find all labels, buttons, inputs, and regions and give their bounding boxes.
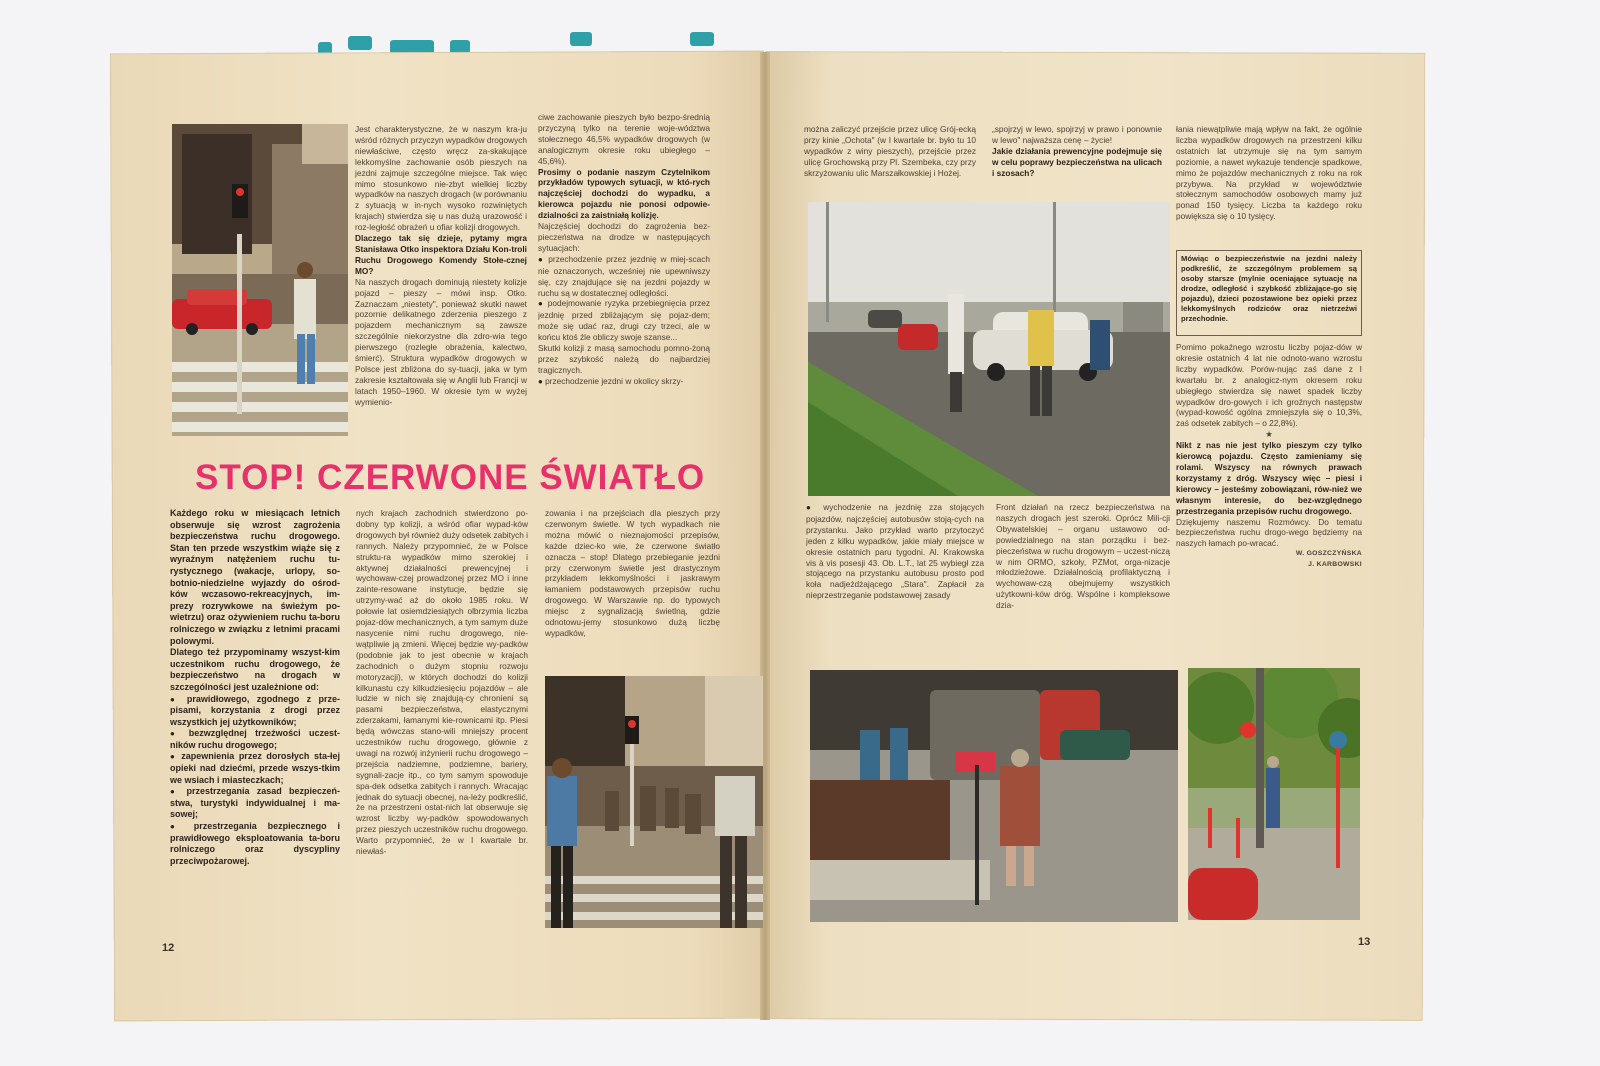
photo-street-bus-stop	[810, 670, 1178, 922]
interview-question: Prosimy o podanie naszym Czytelnikom przykładów typowych sytuacji, w któ-rych najczęściej dochodzi do wypadku, a kierowca pojazdu nie ponosi odpowie-dzialności za zaistniałą kolizję.	[538, 166, 710, 221]
intro-paragraph: Każdego roku w miesiącach letnich obserwuje się wzrost zagrożenia bezpieczeństwa ruchu drogowego. Stan ten przede wszystkim wiąże się z wyraźnym natężeniem ruchu tu-rystycznego (wakacje, urlopy, so-botnio-niedzielne wyjazdy do ośrod-ków wczasowo-rekreacyjnych, im-prezy rozrywkowe na świeżym po-wietrzu) oraz ożywieniem ruchu ta-boru rolniczego w związku z letnimi pracami polowymi.	[170, 508, 340, 646]
paragraph: Dziękujemy naszemu Rozmówcy. Do tematu bezpieczeństwa ruchu drogo-wego będziemy na naszych łamach po-wracać.	[1176, 516, 1362, 549]
author-signature: J. KARBOWSKI	[1308, 561, 1362, 569]
paragraph: Na naszych drogach dominują niestety kolizje pojazd – pieszy – mówi insp. Otko. Zaznaczam „niestety", ponieważ skutki nawet pozornie delikatnego zderzenia pieszego z pojazdem mechanicznym są zawsze szczególnie niekorzystne dla zdro-wia tego pierwszego (rozległe obrażenia, kalectwo, śmierć). Struktura wypadków drogowych w Polsce jest zbliżona do sy-tuacji, jaka w tym zakresie kształtowała się w Anglii lub Francji w latach 1950–1960. W okresie tym w wyżej wymienio-	[355, 276, 527, 407]
paragraph: zowania i na przejściach dla pieszych przy czerwonym świetle. W tych wypadkach nie można mówić o nieznajomości przepisów, każde dziec-ko wie, że czerwone światło oznacza – stop! Dlatego przebieganie jezdni przy czerwonym świetle jest drastycznym przykładem lekkomyślności i jaskrawym łamaniem podstawowych przepisów ruchu drogowego. W Warszawie np. do typowych miejsc z sygnalizacją świetlną, gdzie odnotowu-jemy stosunkowo dużą liczbę wypadków,	[545, 508, 720, 638]
author-signature: W. GOSZCZYŃSKA	[1295, 550, 1362, 558]
list-item: ● przestrzegania bezpiecznego i prawidłowego eksploatowania ta-boru rolniczego oraz dyscypliny przeciwpożarowej.	[170, 821, 340, 867]
highlight-box: Mówiąc o bezpieczeństwie na jezdni należy podkreślić, że szczególnym problemem są osoby starsze (mylnie oceniające sytuację na drodze, odległość i szybkość zbliżające-go się pojazdu), dzieci pozostawione bez opieki przez lekkomyślnych rodziców oraz nietrzeźwi przechodnie.	[1176, 250, 1362, 336]
list-item: ● przechodzenie przez jezdnię w miej-scach nie oznaczonych, wcześniej nie upewniwszy się, czy znajdujące się na jezdni pojazdy w ruchu są w dostatecznej odległości.	[538, 254, 710, 299]
paragraph: „spojrzyj w lewo, spojrzyj w prawo i ponownie w lewo" najważsza cenę – życie!	[992, 124, 1162, 145]
article-column-d	[545, 508, 720, 668]
tape-strip	[570, 32, 592, 46]
list-item: ● przestrzegania zasad bezpieczeń-stwa, turystyki indywidualnej i ma-sowej;	[170, 786, 340, 821]
paragraph: można zaliczyć przejście przez ulicę Grój-ecką przy kinie „Ochota" (w I kwartale br. było tu 10 wypadków z winy pieszych), przejście przez ulicę Grochowską przy Pl. Szembeka, czy przy skrzyżowaniu ulic Marszałkowskiej i Hożej.	[804, 124, 976, 178]
list-item: ● zapewnienia przez dorosłych sta-łej opieki nad dziećmi, przede wszys-tkim we wsiach i miasteczkach;	[170, 751, 340, 786]
interview-question: Dlaczego tak się dzieje, pytamy mgra Stanisława Otko inspektora Działu Kon-troli Ruchu Drogowego Komendy Stołe-cznej MO?	[355, 233, 527, 276]
photo-police-roadside-check	[808, 202, 1170, 496]
paragraph: Najczęściej dochodzi do zagrożenia bez-pieczeństwa na drodze w następujących sytuacjach:	[538, 221, 710, 253]
list-item: ● wychodzenie na jezdnię zza stojących pojazdów, najczęściej autobusów stoją-cych na przystanku. Jako przykład warto przytoczyć jeden z kilku wypadków, jakie miały miejsce w okresie ostatnich paru tygodni. Al. Krakowska vis à vis posesji 43. Ob. L.T., lat 25 wybiegł zza stojącego na przystanku autobusu prosto pod koła nadjeżdżającego „Stara". Zapłacił za nieprzestrzeganie podstawowej zasady	[806, 502, 984, 601]
paragraph: nych krajach zachodnich stwierdzono po-dobny typ kolizji, a wśród ofiar wypad-ków drogowych był również duży odsetek zabitych i rannych. Należy przypomnieć, że w Polsce struktu-ra wypadków mimo szerokiej i aktywnej działalności prewencyjnej i wychowaw-czej prowadzonej przez MO i inne zainte-resowane instytucje, będzie się utrzymy-wać aż do około 1985 roku. W połowie lat osiemdziesiątych olbrzymia liczba pojaz-dów mechanicznych, a tym samym duże nasycenie nimi ruchu drogowego, nie-wątpliwie ją zmieni. Więcej będzie wy-padków (podobnie jak to jest obecnie w krajach zachodnich o dużym stopniu rozwoju motoryzacji), w których dochodzi do kolizji kilkunastu czy kilkudziesięciu pojazdów – ale ludzie w nich się znajdują-cy chronieni są pasami bezpieczeństwa, elastycznymi zderzakami, łamanymi kie-rownicami itp. Piesi będą wówczas stano-wili mniejszy procent uczestników ruchu drogowego, głównie z uwagi na rozwój inżynierii ruchu drogowego – przejścia nadziemne, podziemne, bariery, sygnali-zacje itp., co tym samym spowoduje spa-dek odsetka zabitych i rannych. Wracając jednak do sytuacji obecnej, na-leży podkreślić, że na przestrzeni ostat-nich lat obserwuje się wzrost liczby wy-padków spowodowanych przez pieszych uczestników ruchu drogowego. Warto przypomnieć, że w I kwartale br. niewłaś-	[356, 508, 528, 857]
paragraph: Skutki kolizji z masą samochodu pomno-żoną przez szybkość należą do najbardziej tragicznych.	[538, 343, 710, 375]
article-column-g2	[1176, 342, 1362, 622]
paragraph: łania niewątpliwie mają wpływ na fakt, że ogólnie liczba wypadków drogowych na przestrzeni kilku ostatnich lat utrzymuje się na tym samym poziomie, a nawet wykazuje tendencje spadkowe, mimo że pojazdów mechanicznych z roku na rok przybywa. Na przykład w województwie stołecznym samochodów osobowych mamy już ponad 150 tysięcy. Liczba ta każdego roku powiększa się o 10 tysięcy.	[1176, 124, 1362, 222]
tape-strip	[690, 32, 714, 46]
page-number-right: 13	[1358, 936, 1371, 948]
paragraph: ciwe zachowanie pieszych było bezpo-średnią przyczyną tylko na terenie woje-wództwa stołecznego 46,5% wypadków drogowych (w analogicznym okresie roku ubiegłego – 45,6%).	[538, 112, 710, 166]
paragraph: Pomimo pokaźnego wzrostu liczby pojaz-dów w okresie ostatnich 4 lat nie odnoto-wano wzrostu liczby wypadków. Porów-nując zaś dane z I kwartału br. z analogicz-nym okresem roku ubiegłego stwierdza się nawet spadek liczby wypadków dro-gowych i ich groźnych następstw (wypad-kowość ogólna zmniejszyła się o 10,3%, zaś odsetek zabitych – o 22,8%).	[1176, 342, 1362, 429]
safety-conditions-list	[170, 694, 340, 868]
paragraph: Front działań na rzecz bezpieczeństwa na naszych drogach jest szeroki. Oprócz Mili-cji Obywatelskiej – organu ustawowo od-powiedzialnego na stan porządku i bez-pieczeństwa w ruchu drogowym – uczest-niczą w nim ORMO, szkoły, PZMot, orga-nizacje młodzieżowe. Działalnością profilaktyczną i wychowaw-czą obejmujemy wszystkich użytkowni-ków dróg. Wspólne i kompleksowe dzia-	[996, 502, 1170, 611]
tape-strip	[348, 36, 372, 50]
article-column-b	[538, 112, 710, 440]
article-column-e	[804, 124, 976, 194]
photo-road-signs-pedestrian	[1188, 668, 1360, 920]
article-column-e2	[806, 502, 984, 622]
paragraph: Jest charakterystyczne, że w naszym kra-ju wśród różnych przyczyn wypadków drogowych niewłaściwe, często wręcz za-skakujące lekkomyślne zachowanie osób pieszych na jezdni zajmuje szczególne miejsce. Tak więc mimo stosunkowo nie-zbyt wielkiej liczby wypadków na naszych drogach (w porównaniu z sytuacją w in-nych wysoko rozwiniętych krajach) stwierdza się u nas dużą urazowość i roz-ległość obrażeń u ofiar kolizji drogowych.	[355, 124, 527, 233]
interview-question: Jakie działania prewencyjne podejmuje się w celu poprawy bezpieczeństwa na ulicach i szosach?	[992, 145, 1162, 178]
article-column-f2	[996, 502, 1170, 622]
article-column-f	[992, 124, 1162, 194]
article-headline: STOP! CZERWONE ŚWIATŁO	[195, 458, 706, 497]
intro-paragraph: Dlatego też przypominamy wszyst-kim uczestnikom ruchu drogowego, że bezpieczeństwo na drogach w szczególności jest uzależnione od:	[170, 647, 340, 692]
article-intro	[170, 508, 340, 910]
closing-statement: Nikt z nas nie jest tylko pieszym czy tylko kierowcą pojazdu. Często zamieniamy się rolami. Wszyscy na równych prawach korzystamy z dróg. Wszyscy więc – piesi i kierowcy – jesteśmy zobowiązani, rów-nież we własnym interesie, do bez-względnego przestrzegania przepisów ruchu drogowego.	[1176, 440, 1362, 516]
article-column-g	[1176, 124, 1362, 246]
star-icon: ★	[1265, 429, 1273, 440]
photo-crosswalk-traffic-light	[172, 124, 348, 436]
article-column-c	[356, 508, 528, 928]
situations-list	[538, 254, 710, 343]
list-item: ● bezwzględnej trzeźwości uczest-ników ruchu drogowego;	[170, 728, 340, 751]
page-number-left: 12	[162, 942, 175, 954]
list-item: ● prawidłowego, zgodnego z prze-pisami, korzystania z drogi przez wszystkich jej użytkowników;	[170, 694, 340, 729]
article-column-a	[355, 124, 527, 436]
list-item: ● przechodzenie jezdni w okolicy skrzy-	[538, 376, 710, 388]
list-item: ● podejmowanie ryzyka przebiegnięcia przez jezdnię przed zbliżającym się pojaz-dem; może się udać raz, drugi czy trzeci, ale w końcu ktoś źle obliczy swoje szanse...	[538, 298, 710, 343]
photo-pedestrians-crossing	[545, 676, 763, 928]
